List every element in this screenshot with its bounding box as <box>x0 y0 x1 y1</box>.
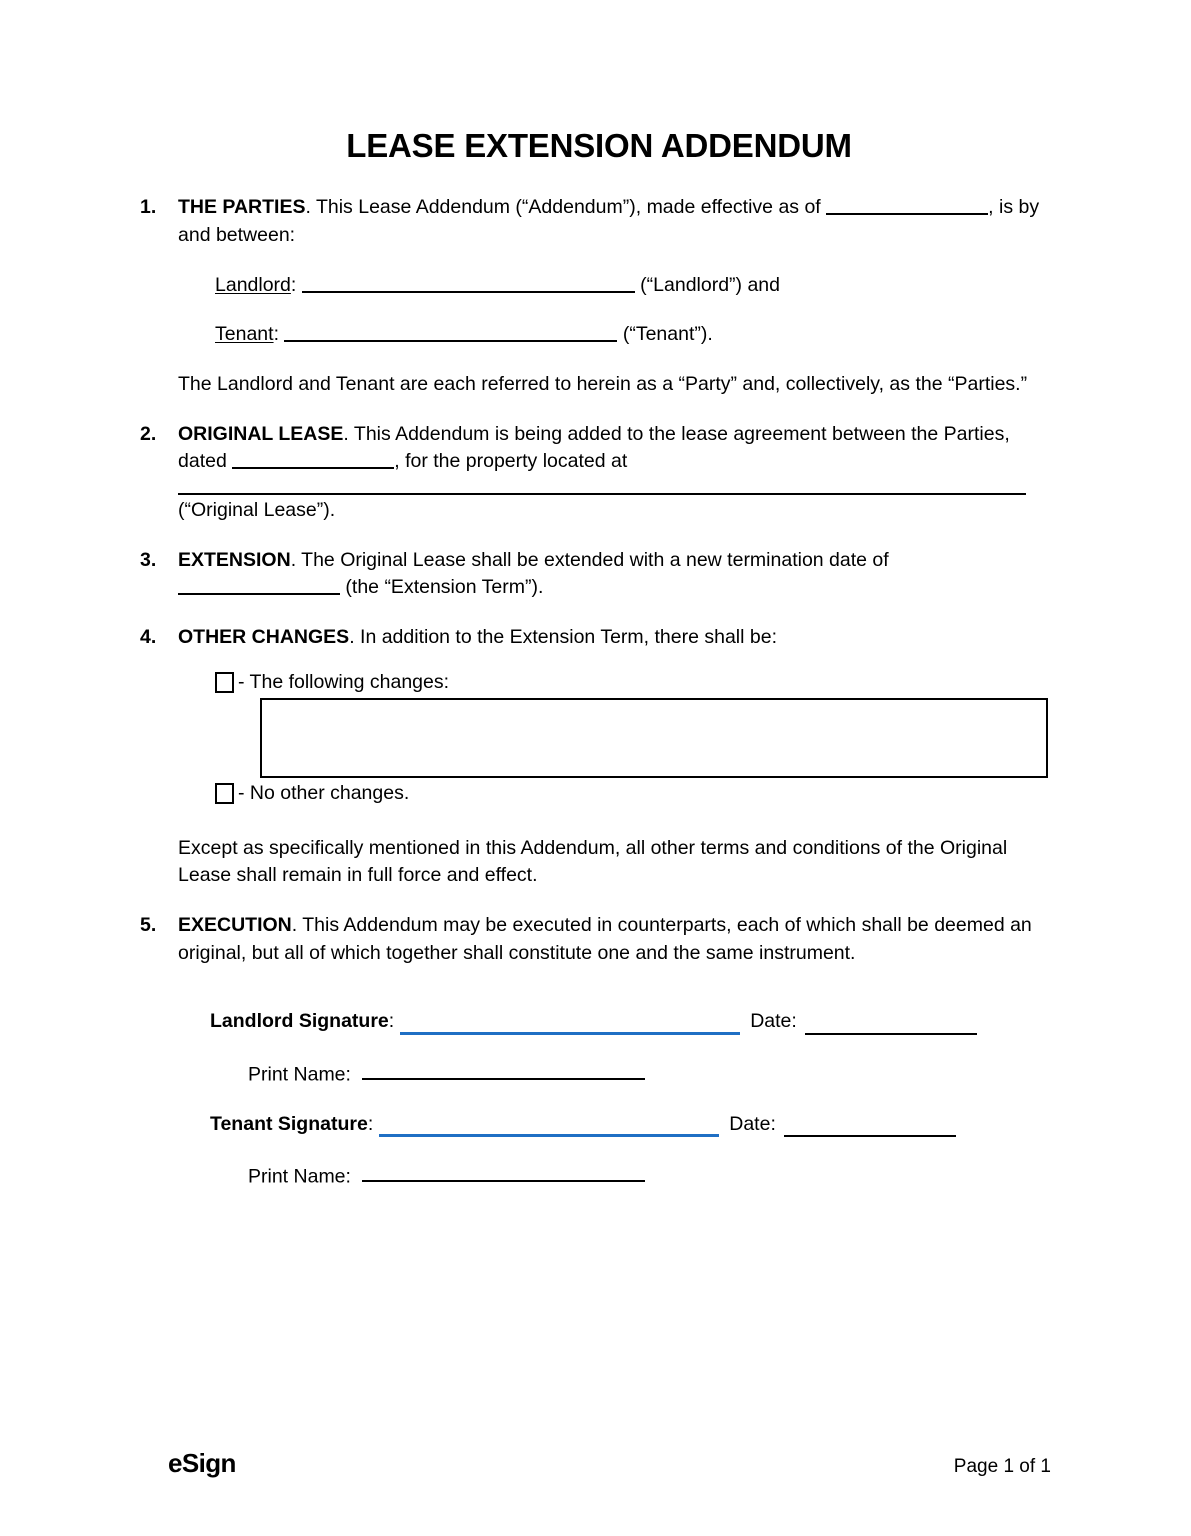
landlord-signature-field[interactable] <box>400 1014 740 1035</box>
clause-2-text-c: (“Original Lease”). <box>178 499 336 522</box>
clause-execution <box>140 912 1050 967</box>
tenant-date-label: Date: <box>729 1112 776 1135</box>
changes-text-area[interactable] <box>260 698 1048 778</box>
tenant-suffix: (“Tenant”). <box>622 323 713 346</box>
landlord-print-name-row <box>210 1061 1050 1088</box>
tenant-label: Tenant <box>215 323 274 346</box>
landlord-print-name-field[interactable] <box>362 1061 645 1081</box>
tenant-signature-field[interactable] <box>379 1116 719 1137</box>
clause-number-4: 4. <box>140 626 157 649</box>
clause-other-changes <box>140 624 1050 652</box>
page-title: LEASE EXTENSION ADDENDUM <box>346 127 852 164</box>
clause-number-3: 3. <box>140 548 157 571</box>
landlord-name-blank[interactable] <box>302 272 635 293</box>
clause-the-parties <box>140 194 1050 249</box>
option-no-changes[interactable] <box>215 781 1050 806</box>
clause-3-text-a: . The Original Lease shall be extended with a new termination date of <box>290 548 889 571</box>
property-address-blank[interactable] <box>178 479 1026 495</box>
tenant-signature-label: Tenant Signature <box>210 1112 368 1135</box>
party-lines <box>140 272 1050 349</box>
except-paragraph: Except as specifically mentioned in this Addendum, all other terms and conditions of the Original Lease shall remain in full force and effect. <box>178 836 1008 887</box>
landlord-label: Landlord <box>215 273 291 296</box>
landlord-signature-colon: : <box>388 1010 395 1033</box>
option-no-changes-label: - No other changes. <box>238 782 410 805</box>
clause-extension <box>140 547 1050 602</box>
clause-5-text-a: . This Addendum may be executed in counterparts, each of which shall be deemed an original, but all of which together shall constitute one and the same instrument. <box>178 913 1032 964</box>
effective-date-blank[interactable] <box>826 195 988 216</box>
tenant-print-name-field[interactable] <box>362 1163 645 1183</box>
tenant-print-name-row <box>210 1163 1050 1190</box>
checkbox-no-other-changes[interactable] <box>215 783 234 804</box>
tenant-line <box>215 321 1050 349</box>
other-changes-options <box>140 670 1050 807</box>
clause-heading-the-parties: THE PARTIES <box>178 196 306 219</box>
clause-1-text-b: , is by and between: <box>178 196 1040 246</box>
tenant-date-field[interactable] <box>784 1117 956 1137</box>
tenant-signature-colon: : <box>367 1112 374 1135</box>
signature-block <box>140 1009 1050 1189</box>
esign-logo: eSign <box>168 1448 236 1478</box>
original-lease-date-blank[interactable] <box>232 449 394 470</box>
landlord-date-field[interactable] <box>805 1015 977 1035</box>
clause-number-2: 2. <box>140 422 157 445</box>
tenant-colon: : <box>273 323 279 346</box>
clause-2-text-a: . This Addendum is being added to the lease agreement between the Parties, dated <box>178 422 1010 473</box>
clause-heading-execution: EXECUTION <box>178 913 292 936</box>
landlord-signature-row <box>210 1009 1050 1034</box>
landlord-signature-label: Landlord Signature <box>210 1010 389 1033</box>
checkbox-following-changes[interactable] <box>215 672 234 693</box>
landlord-print-name-label: Print Name: <box>248 1063 351 1086</box>
clause-1-text-a: . This Lease Addendum (“Addendum”), made effective as of <box>305 196 821 219</box>
landlord-date-label: Date: <box>750 1010 797 1033</box>
document-body <box>140 128 1050 1214</box>
clause-heading-extension: EXTENSION <box>178 548 291 571</box>
option-following-changes-label: - The following changes: <box>238 670 450 693</box>
landlord-suffix: (“Landlord”) and <box>640 273 780 296</box>
tenant-name-blank[interactable] <box>284 322 617 343</box>
clause-heading-other-changes: OTHER CHANGES <box>178 626 350 649</box>
clause-4-text-a: . In addition to the Extension Term, there shall be: <box>349 626 777 649</box>
parties-paragraph: The Landlord and Tenant are each referred to herein as a “Party” and, collectively, as the “Parties.” <box>178 373 1028 396</box>
clause-3-text-b: (the “Extension Term”). <box>345 576 544 599</box>
clause-2-text-b: , for the property located at <box>394 450 628 473</box>
page-number: Page 1 of 1 <box>953 1456 1051 1477</box>
clause-heading-original-lease: ORIGINAL LEASE <box>178 422 344 445</box>
tenant-print-name-label: Print Name: <box>248 1165 351 1188</box>
landlord-line <box>215 272 1050 300</box>
termination-date-blank[interactable] <box>178 575 340 596</box>
landlord-colon: : <box>290 273 297 296</box>
clause-number-5: 5. <box>140 913 157 936</box>
option-following-changes[interactable] <box>215 670 1050 695</box>
clause-number-1: 1. <box>140 196 157 219</box>
clause-original-lease <box>140 421 1050 525</box>
tenant-signature-row <box>210 1112 1050 1137</box>
page-footer <box>168 1448 1051 1479</box>
